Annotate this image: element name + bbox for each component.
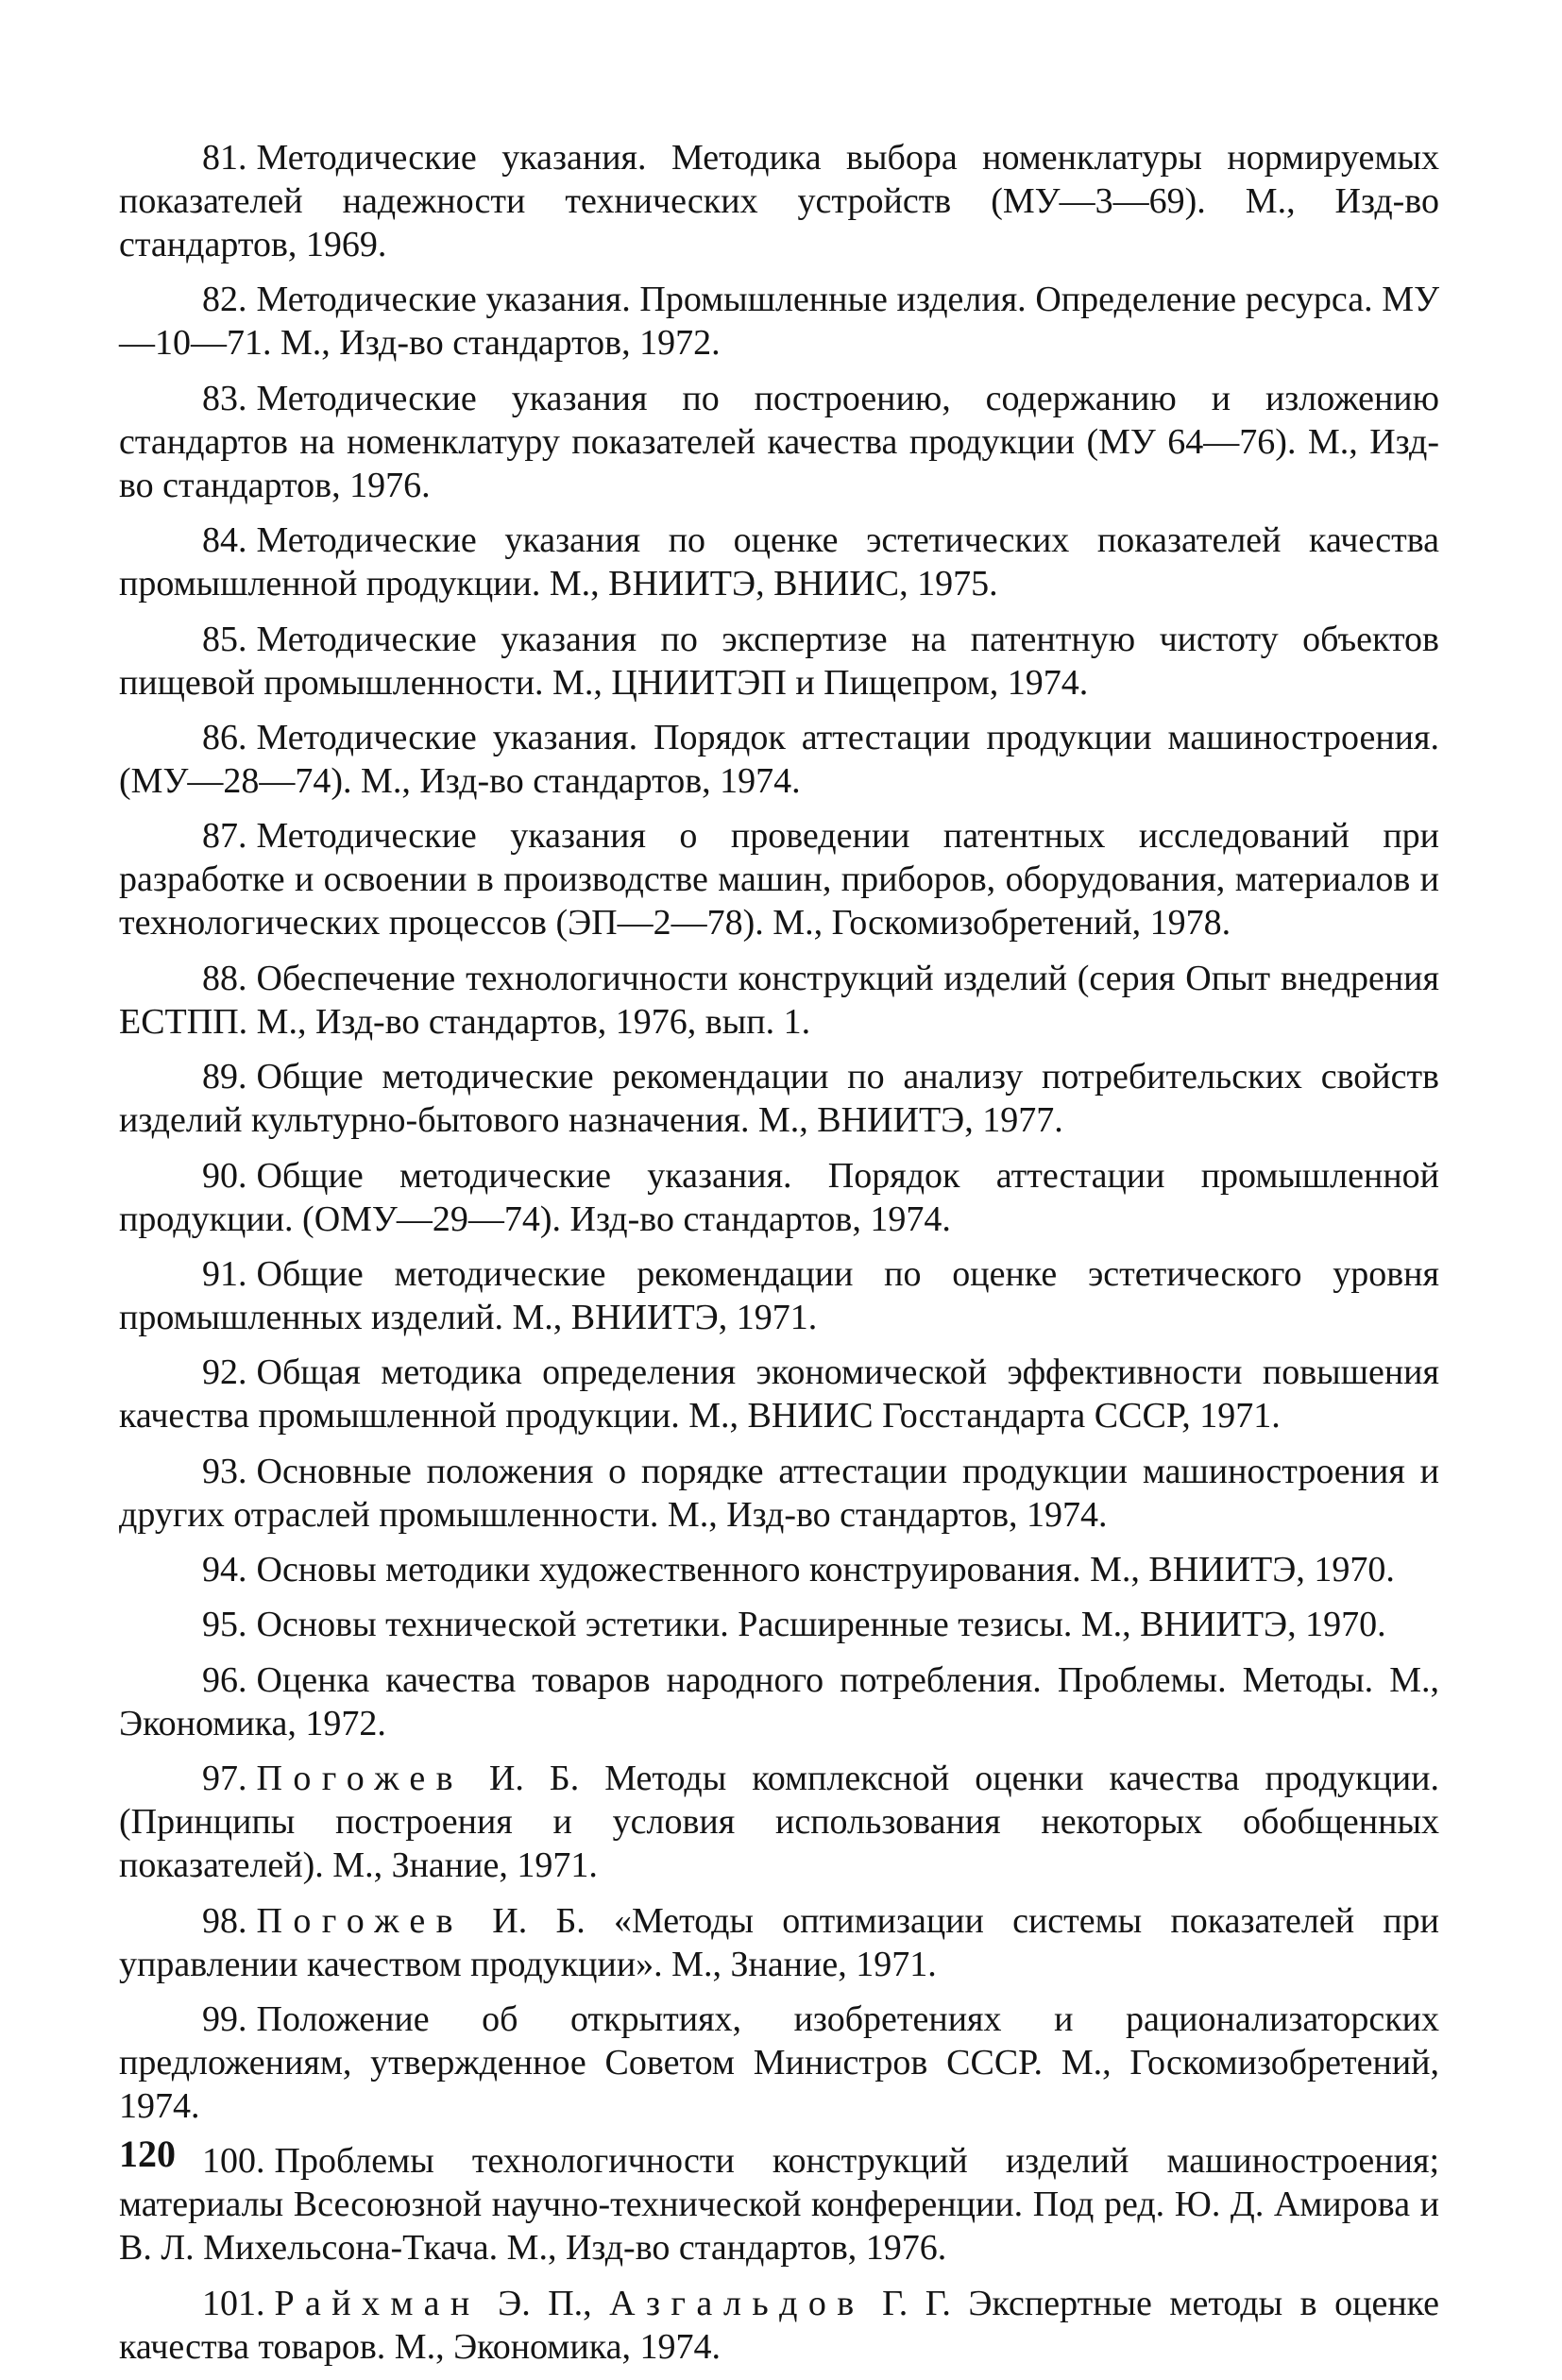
reference-item	[119, 1998, 1439, 2128]
reference-author: Азгальдов	[609, 2283, 865, 2323]
page-number: 120	[119, 2133, 176, 2175]
reference-number: 91.	[202, 1253, 247, 1294]
reference-number: 101.	[202, 2283, 265, 2323]
reference-number: 94.	[202, 1550, 247, 1590]
reference-text: Методические указания. Методика выбора номенклатуры нормируемых показателей надежности технических устройств (МУ—3—69). М., Изд-во стандартов, 1969.	[119, 138, 1439, 264]
reference-text: Э. П.,	[498, 2283, 592, 2323]
reference-number: 92.	[202, 1352, 247, 1393]
reference-item	[119, 1899, 1439, 1986]
reference-number: 89.	[202, 1057, 247, 1097]
reference-text: Методические указания о проведении патентных исследований при разработке и освоении в производстве машин, приборов, оборудования, материалов и технологических процессов (ЭП—2—78). М., Госкомизобретений, 1978.	[119, 816, 1439, 944]
reference-text: Методические указания. Порядок аттестации продукции машиностроения. (МУ—28—74). М., Изд-во стандартов, 1974.	[119, 717, 1439, 801]
reference-text: Проблемы технологичности конструкций изделий машиностроения; материалы Всесоюзной научно-технической конференции. Под ред. Ю. Д. Амирова и В. Л. Михельсона-Ткача. М., Изд-во стандартов, 1976.	[119, 2141, 1439, 2269]
reference-number: 85.	[202, 619, 247, 659]
reference-author: Райхман	[274, 2283, 481, 2323]
reference-item	[119, 377, 1439, 507]
reference-text: И. Б. Методы комплексной оценки качества продукции. (Принципы построения и условия использования некоторых обобщенных показателей). М., Знание, 1971.	[119, 1759, 1440, 1886]
reference-item	[119, 957, 1439, 1044]
reference-item	[119, 1548, 1439, 1591]
reference-text: Методические указания по экспертизе на патентную чистоту объектов пищевой промышленности. М., ЦНИИТЭП и Пищепром, 1974.	[119, 619, 1439, 703]
reference-text: Г. Г. Экспертные методы в оценке качества товаров. М., Экономика, 1974.	[119, 2283, 1440, 2367]
reference-number: 90.	[202, 1155, 247, 1196]
reference-item	[119, 2282, 1439, 2369]
reference-text: Общие методические рекомендации по оценке эстетического уровня промышленных изделий. М., ВНИИТЭ, 1971.	[119, 1253, 1439, 1337]
reference-number: 95.	[202, 1605, 247, 1645]
reference-number: 86.	[202, 717, 247, 757]
reference-item	[119, 1154, 1439, 1241]
reference-text: Основы технической эстетики. Расширенные тезисы. М., ВНИИТЭ, 1970.	[256, 1605, 1386, 1645]
reference-author: Погожев	[256, 1900, 464, 1941]
reference-number: 93.	[202, 1451, 247, 1491]
reference-item	[119, 814, 1439, 944]
reference-number: 97.	[202, 1759, 247, 1799]
reference-item	[119, 518, 1439, 605]
reference-list	[119, 136, 1439, 2380]
reference-number: 99.	[202, 1999, 247, 2040]
reference-item	[119, 1658, 1439, 1745]
reference-item	[119, 716, 1439, 803]
reference-item	[119, 278, 1439, 365]
reference-number: 81.	[202, 138, 247, 178]
reference-item	[119, 2139, 1439, 2270]
reference-item	[119, 618, 1439, 705]
reference-text: Методические указания по построению, содержанию и изложению стандартов на номенклатуру показателей качества продукции (МУ 64—76). М., Изд-во стандартов, 1976.	[119, 378, 1439, 505]
reference-text: Общая методика определения экономической эффективности повышения качества промышленной продукции. М., ВНИИС Госстандарта СССР, 1971.	[119, 1352, 1439, 1436]
reference-text: Основные положения о порядке аттестации продукции машиностроения и других отраслей промышленности. М., Изд-во стандартов, 1974.	[119, 1451, 1439, 1535]
reference-item	[119, 1252, 1439, 1339]
reference-text: Основы методики художественного конструирования. М., ВНИИТЭ, 1970.	[256, 1550, 1395, 1590]
reference-number: 96.	[202, 1659, 247, 1700]
reference-number: 82.	[202, 280, 247, 320]
reference-item	[119, 1055, 1439, 1142]
reference-text: Положение об открытиях, изобретениях и рационализаторских предложениям, утвержденное Советом Министров СССР. М., Госкомизобретений, 1974.	[119, 1999, 1439, 2127]
reference-number: 87.	[202, 816, 247, 857]
reference-number: 88.	[202, 958, 247, 998]
reference-text: Методические указания по оценке эстетических показателей качества промышленной продукции. М., ВНИИТЭ, ВНИИС, 1975.	[119, 520, 1439, 604]
reference-number: 98.	[202, 1900, 247, 1941]
reference-number: 100.	[202, 2141, 265, 2182]
reference-item	[119, 1351, 1439, 1437]
reference-item	[119, 1757, 1439, 1887]
reference-author: Погожев	[256, 1759, 464, 1799]
reference-item	[119, 1603, 1439, 1646]
reference-text: Оценка качества товаров народного потребления. Проблемы. Методы. М., Экономика, 1972.	[119, 1659, 1439, 1743]
reference-number: 84.	[202, 520, 247, 561]
reference-text: Общие методические рекомендации по анализу потребительских свойств изделий культурно-бытового назначения. М., ВНИИТЭ, 1977.	[119, 1057, 1439, 1141]
reference-item	[119, 136, 1439, 266]
reference-item	[119, 1450, 1439, 1537]
reference-number: 83.	[202, 378, 247, 418]
reference-text: Общие методические указания. Порядок аттестации промышленной продукции. (ОМУ—29—74). Изд-во стандартов, 1974.	[119, 1155, 1439, 1239]
reference-text: Методические указания. Промышленные изделия. Определение ресурса. МУ—10—71. М., Изд-во стандартов, 1972.	[119, 280, 1439, 364]
reference-text: Обеспечение технологичности конструкций изделий (серия Опыт внедрения ЕСТПП. М., Изд-во стандартов, 1976, вып. 1.	[119, 958, 1439, 1042]
reference-text: И. Б. «Методы оптимизации системы показателей при управлении качеством продукции». М., Знание, 1971.	[119, 1900, 1439, 1984]
